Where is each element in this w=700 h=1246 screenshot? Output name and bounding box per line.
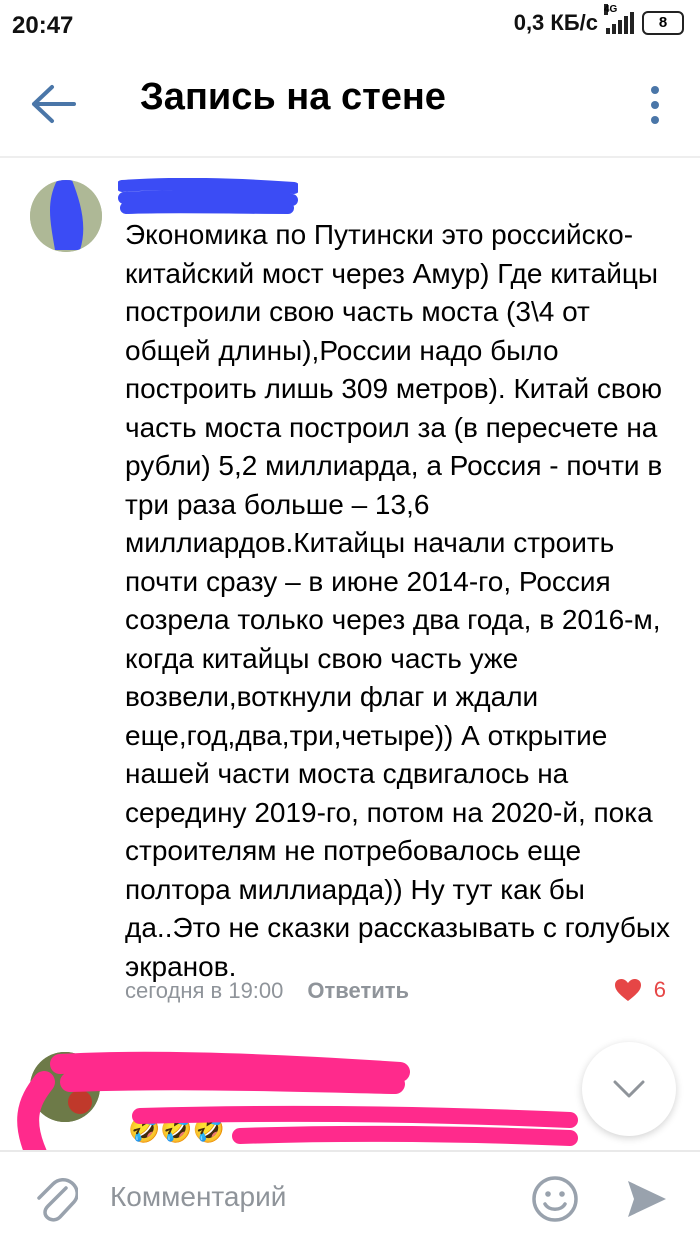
redacted-reply-text (130, 1102, 580, 1152)
network-type-label: 4G (604, 4, 618, 15)
status-time: 20:47 (12, 12, 74, 39)
heart-icon (614, 978, 642, 1002)
author-avatar[interactable] (30, 180, 102, 252)
comment-meta (125, 978, 409, 1004)
redacted-author-name (118, 178, 298, 214)
scroll-down-button[interactable] (582, 1042, 676, 1136)
send-icon[interactable] (624, 1176, 670, 1222)
like-button[interactable] (614, 977, 666, 1003)
network-speed: 0,3 КБ/с (513, 10, 598, 35)
comment-input[interactable] (110, 1172, 510, 1222)
comment-text: Экономика по Путински это российско-китайский мост через Амур) Где китайцы построили свою часть моста (3\4 от общей длины),России надо было построить лишь 309 метров). Китай свою часть моста построил за (в пересчете на рубли) 5,2 миллиарда, а Россия - почти в три раза больше – 13,6 миллиардов.Китайцы начали строить почти сразу – в июне 2014-го, Россия созрела только через два года, в 2016-м, когда китайцы свою часть уже возвели,воткнули флаг и ждали еще,год,два,три,четыре)) А открытие нашей части моста сдвигалось на середину 2019-го, потом на 2020-й, пока строителям не потребовалось еще полтора миллиарда)) Ну тут как бы да..Это не сказки рассказывать с голубых экранов. (125, 219, 670, 982)
comment-composer (0, 1150, 700, 1246)
chevron-down-icon (612, 1079, 646, 1099)
likes-count: 6 (653, 977, 666, 1002)
attach-icon[interactable] (32, 1174, 78, 1224)
page-title: Запись на стене (140, 76, 446, 118)
reply-button[interactable]: Ответить (307, 978, 410, 1003)
battery-icon: 8 (642, 11, 684, 35)
reply-emoji: 🤣🤣🤣 (128, 1114, 226, 1144)
emoji-icon[interactable] (530, 1174, 580, 1224)
comment-timestamp: сегодня в 19:00 (125, 978, 284, 1003)
